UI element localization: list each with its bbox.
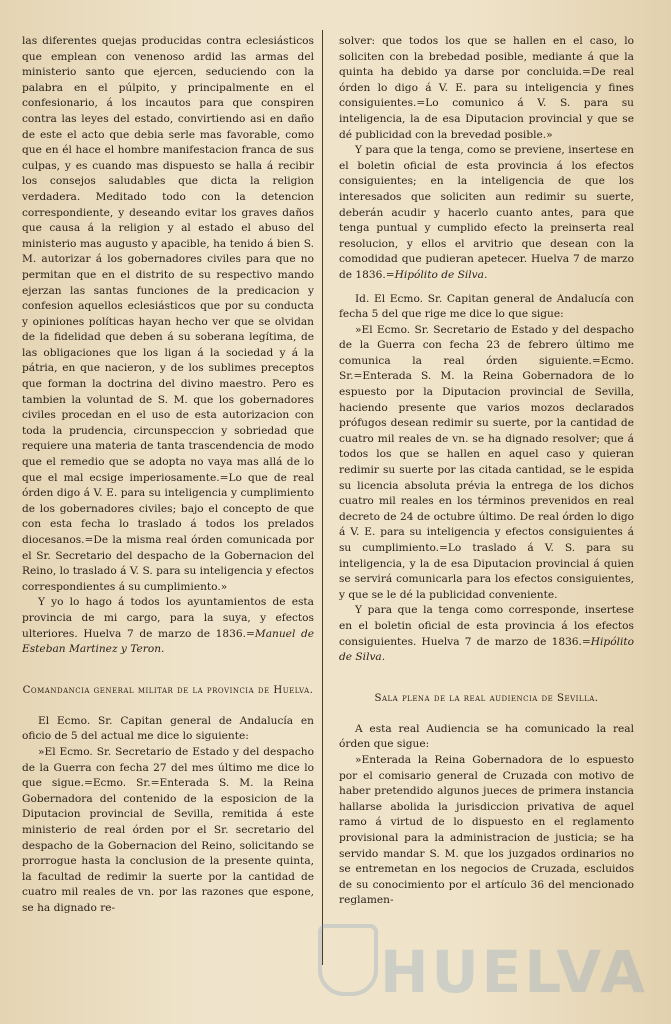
right-paragraph-7: »Enterada la Reina Gobernadora de lo espuesto por el comisario general de Cruzada con motivo de haber pretendido algunos jueces de primera instancia hallarse abolida la jurisdiccion privativa de aquel ramo á virtud de lo dispuesto en el reglamento provisional para la administracion de justicia; se ha servido mandar S. M. que los juzgados ordinarios no se entremetan en los negocios de Cruzada, escluidos de su conocimiento por el artículo 36 del mencionado reglamen- (339, 753, 634, 907)
right-paragraph-3: Id. El Ecmo. Sr. Capitan general de Andalucía con fecha 5 del que rige me dice lo que sigue: (339, 292, 634, 321)
right-column (339, 34, 634, 909)
left-paragraph-1: las diferentes quejas producidas contra eclesiásticos que emplean con venenoso ardid las armas del ministerio santo que ejercen, seduciendo con la palabra en el púlpito, y principalmente en el confesionario, á los incautos para que conspiren contra las leyes del estado, convirtiendo asi en daño de este el acto que debia serle mas favorable, como que en él hace el hombre manifestacion franca de sus culpas, y es cuando mas dispuesto se halla á recibir los consejos saludables que dicta la religion verdadera. Meditado todo con la detencion correspondiente, y deseando evitar los graves daños que causa á la religion y al estado el abuso del ministerio mas augusto y apacible, ha tenido á bien S. M. autorizar á los gobernadores civiles para que no permitan que en el distrito de su respectivo mando ejerzan las santas funciones de la predicacion y confesion aquellos eclesiásticos que por su conducta y opiniones políticas hayan hecho ver que se olvidan de la fidelidad que deben á su soberana legítima, de las obligaciones que los ligan á la sociedad y á la pátria, en que nacieron, y de los sublimes preceptos que forman la doctrina del divino maestro. Pero es tambien la voluntad de S. M. que los gobernadores civiles procedan en el uso de esta autorizacion con toda la prudencia, circunspeccion y sobriedad que requiere una materia de tanta trascendencia de modo que el remedio que se adopta no vaya mas allá de lo que el mal ecsige imperiosamente.=Lo que de real órden digo á V. E. para su inteligencia y cumplimiento de los gobernadores civiles; bajo el concepto de que con esta fecha lo traslado á todos los prelados diocesanos.=De la misma real órden comunicada por el Sr. Secretario del despacho de la Gobernacion del Reino, lo traslado á V. S. para su inteligencia y efectos correspondientes á su cumplimiento.» (22, 35, 314, 593)
section-heading-audiencia: Sala plena de la real audiencia de Sevilla. (374, 692, 599, 704)
right-signature-2: =Hipólito de Silva. (339, 635, 634, 664)
right-paragraph-4: »El Ecmo. Sr. Secretario de Estado y del despacho de la Guerra con fecha 23 de febrero último me comunica la real órden siguiente.=Ecmo. Sr.=Enterada S. M. la Reina Gobernadora de lo espuesto por la Diputacion provincial de Sevilla, haciendo presente que varios mozos declarados prófugos desean redimir su suerte, por la cantidad de cuatro mil reales de vn. se ha dignado resolver; que á todos los que se hallen en aquel caso y quieran redimir su suerte por las citada cantidad, se le espida su licencia absoluta prévia la entrega de los dichos cuatro mil reales en los términos prevenidos en real decreto de 24 de octubre último. De real órden lo digo á V. E. para su inteligencia y efectos consiguientes á su cumplimiento.=Lo traslado á V. S. para su inteligencia, y la de esa Diputacion provincial á quien se servirá comunicarla para los efectos consiguientes, y que se le dé la publicidad conveniente. (339, 323, 634, 601)
right-paragraph-5 (339, 603, 634, 665)
left-paragraph-3: El Ecmo. Sr. Capitan general de Andalucía en oficio de 5 del actual me dice lo siguiente: (22, 714, 314, 743)
section-heading-comandancia: Comandancia general militar de la provincia de Huelva. (22, 684, 314, 696)
right-signature-1: =Hipólito de Silva. (385, 268, 488, 281)
right-paragraph-1: solver: que todos los que se hallen en el caso, lo soliciten con la brebedad posible, mediante á que la quinta ha debido ya darse por concluida.=De real órden lo digo á V. E. para su inteligencia y fines consiguientes.=Lo comunico á V. S. para su inteligencia, la de esa Diputacion provincial y que se dé publicidad con la brevedad posible.» (339, 35, 634, 141)
left-closing-text: Y yo lo hago á todos los ayuntamientos de esta provincia de mi cargo, para la suya, y efectos ulteriores. Huelva 7 de marzo de 1836. (22, 596, 314, 640)
right-closing-text-2: Y para que la tenga como corresponde, insertese en el boletin oficial de esta provincia á los efectos consiguientes. Huelva 7 de marzo de 1836. (339, 604, 634, 648)
watermark-shield-icon (318, 924, 378, 996)
left-paragraph-4: »El Ecmo. Sr. Secretario de Estado y del despacho de la Guerra con fecha 27 del mes último me dice lo que sigue.=Ecmo. Sr.=Enterada S. M. la Reina Gobernadora del contenido de la esposicion de la Diputacion provincial de Sevilla, remitida á este ministerio de real órden por el Sr. secretario del despacho de la Gobernacion del Reino, solicitando se prorrogue hasta la conclusion de la presente quinta, la facultad de redimir la suerte por la cantidad de cuatro mil reales de vn. por las razones que espone, se ha dignado re- (22, 745, 314, 914)
right-closing-text-1: Y para que la tenga, como se previene, insertese en el boletin oficial de esta provincia á los efectos consiguientes; en la inteligencia de que los interesados que soliciten aun redimir su suerte, deberán acudir y hacerlo cuanto antes, para que tenga puntual y cumplido efecto la preinserta real resolucion, y ellos el arvitrio que desean con la comodidad que pudieran apetecer. Huelva 7 de marzo de 1836. (339, 144, 634, 281)
right-paragraph-6: A esta real Audiencia se ha comunicado la real órden que sigue: (339, 722, 634, 751)
watermark-logo: HUELVA (380, 938, 649, 1006)
left-paragraph-2 (22, 595, 314, 657)
right-paragraph-2 (339, 143, 634, 283)
column-divider (322, 30, 323, 965)
left-signature: =Manuel de Esteban Martinez y Teron. (22, 627, 314, 656)
left-column (22, 34, 314, 916)
